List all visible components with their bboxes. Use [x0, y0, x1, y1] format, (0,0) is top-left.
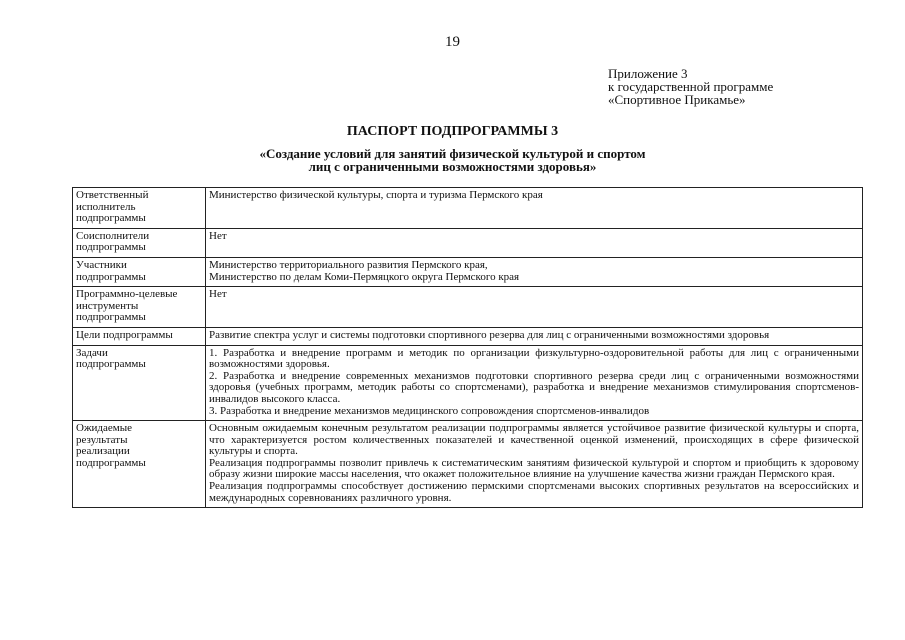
- document-subtitle: [0, 147, 905, 173]
- value-paragraph: 1. Разработка и внедрение программ и методик по организации физкультурно-оздоровительной работы для лиц с ограниченными возможностями здоровья.: [209, 346, 859, 371]
- label-line: Ответственный: [76, 189, 149, 201]
- subtitle-line: лиц с ограниченными возможностями здоровья»: [308, 159, 597, 174]
- row-value: [206, 345, 863, 421]
- appendix-line: Приложение 3: [608, 66, 688, 81]
- appendix-note: [608, 67, 773, 106]
- row-label: [73, 327, 206, 345]
- label-line: Цели подпрограммы: [76, 328, 173, 341]
- row-value: [206, 421, 863, 508]
- label-line: инструменты: [76, 299, 139, 312]
- value-paragraph: Министерство территориального развития Пермского края,: [209, 258, 488, 271]
- value-paragraph: Реализация подпрограммы способствует достижению пермскими спортсменами высоких спортивных результатов на всероссийских и международных соревнованиях различного уровня.: [209, 480, 859, 504]
- row-label: [73, 228, 206, 257]
- value-paragraph: 2. Разработка и внедрение современных механизмов подготовки спортивного резерва среди лиц с ограниченными возможностями здоровья (учебных программ, методик работы со спортсменами), разработка и внедрение механизмов стимулирования спортсменов-инвалидов высокого класса.: [209, 369, 859, 405]
- value-paragraph: 3. Разработка и внедрение механизмов медицинского сопровождения спортсменов-инвалидов: [209, 404, 650, 417]
- table-row: [73, 228, 863, 257]
- label-line: подпрограммы: [76, 241, 146, 254]
- label-line: подпрограммы: [76, 456, 146, 469]
- label-line: подпрограммы: [76, 358, 146, 371]
- row-label: [73, 345, 206, 421]
- value-paragraph: Нет: [209, 229, 227, 242]
- table-row: [73, 287, 863, 328]
- label-line: Задачи: [76, 346, 108, 359]
- row-label: [73, 188, 206, 229]
- page-number: 19: [445, 34, 460, 50]
- row-value: [206, 228, 863, 257]
- value-paragraph: Министерство по делам Коми-Пермяцкого округа Пермского края: [209, 270, 520, 283]
- appendix-line: к государственной программе: [608, 79, 774, 94]
- value-paragraph: Развитие спектра услуг и системы подготовки спортивного резерва для лиц с ограниченными возможностями здоровья: [209, 328, 770, 341]
- label-line: Соисполнители: [76, 229, 150, 242]
- subtitle-line: «Создание условий для занятий физической культурой и спортом: [259, 146, 646, 161]
- row-label: [73, 287, 206, 328]
- row-value: [206, 287, 863, 328]
- label-line: результаты: [76, 433, 128, 446]
- table-row: [73, 327, 863, 345]
- table-row: [73, 345, 863, 421]
- table-row: [73, 188, 863, 229]
- row-value: [206, 257, 863, 286]
- label-line: Программно-целевые: [76, 288, 178, 301]
- label-line: подпрограммы: [76, 270, 146, 283]
- label-line: подпрограммы: [76, 212, 146, 225]
- value-paragraph: Министерство физической культуры, спорта и туризма Пермского края: [209, 189, 543, 201]
- table-row: [73, 257, 863, 286]
- row-value: [206, 188, 863, 229]
- value-paragraph: Реализация подпрограммы позволит привлечь к систематическим занятиям физической культурой и спортом и приобщить к здоровому образу жизни широкие массы населения, что окажет положительное влияние на улучшение качества жизни граждан Пермского края.: [209, 456, 859, 481]
- label-line: подпрограммы: [76, 311, 146, 324]
- label-line: исполнитель: [76, 200, 136, 213]
- table-row: [73, 421, 863, 508]
- label-line: реализации: [76, 445, 130, 458]
- label-line: Ожидаемые: [76, 422, 133, 435]
- row-label: [73, 257, 206, 286]
- passport-table: [72, 187, 863, 508]
- value-paragraph: Основным ожидаемым конечным результатом реализации подпрограммы является устойчивое развитие физической культуры и спорта, что характеризуется ростом количественных показателей и качественной оценкой изменений, происходящих в сфере физической культуры и спорта.: [209, 422, 859, 458]
- label-line: Участники: [76, 258, 127, 271]
- row-label: [73, 421, 206, 508]
- value-paragraph: Нет: [209, 288, 227, 301]
- document-title: ПАСПОРТ ПОДПРОГРАММЫ 3: [346, 124, 559, 139]
- row-value: [206, 327, 863, 345]
- appendix-line: «Спортивное Прикамье»: [608, 92, 746, 107]
